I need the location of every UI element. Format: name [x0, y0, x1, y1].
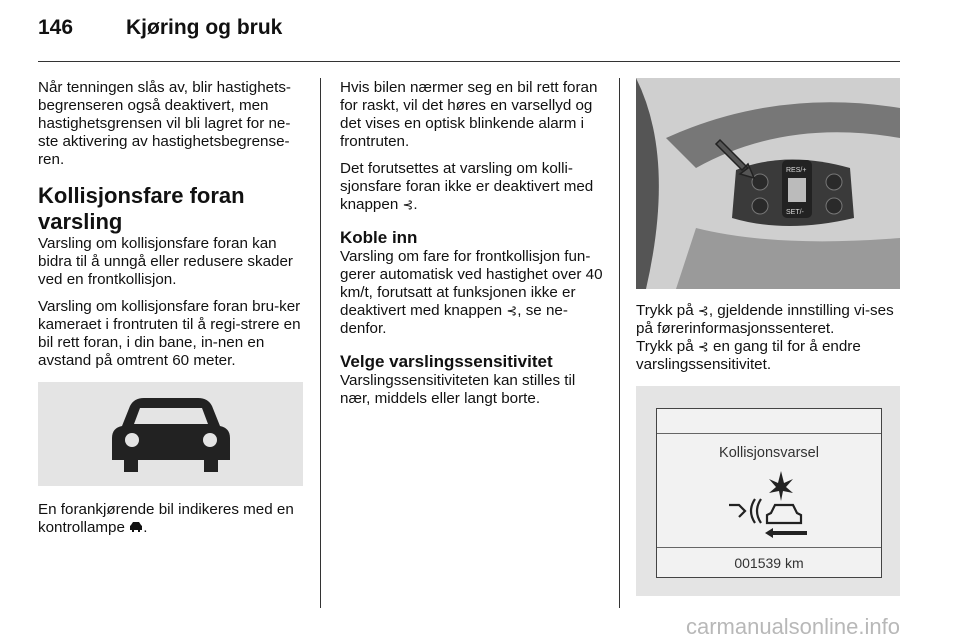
- car-front-icon: [38, 382, 303, 486]
- odometer-reading: 001539 km: [734, 555, 804, 571]
- collision-alert-icon: [657, 465, 881, 545]
- paragraph-4: Det forutsettes at varsling om kolli-sjonsfare foran ikke er deaktivert med knappen ⊰.: [340, 160, 594, 213]
- column-divider-1: [320, 78, 321, 608]
- paragraph-3: Hvis bilen nærmer seg en bil rett foran for raskt, vil det høres en varsellyd og det vises en optisk blinkende alarm i frontruten.: [340, 79, 598, 150]
- paragraph-6: Varslingssensitiviteten kan stilles til nær, middels eller langt borte.: [340, 372, 576, 407]
- car-lamp-caption: En forankjørende bil indikeres med en kontrollampe .: [38, 501, 294, 536]
- paragraph-5: Varsling om fare for frontkollisjon fun-gerer automatisk ved hastighet over 40 km/t, forutsatt at funksjonen ikke er deaktivert med knappen ⊰, se ne-denfor.: [340, 248, 603, 337]
- paragraph-8: Trykk på ⊰ en gang til for å endre varslingssensitivitet.: [636, 338, 861, 373]
- page-title: Kjøring og bruk: [126, 16, 283, 39]
- heading-sensitivity: Velge varslingssensitivitet: [340, 352, 553, 371]
- column-divider-2: [619, 78, 620, 608]
- display-title: Kollisjonsvarsel: [719, 445, 819, 461]
- watermark: carmanualsonline.info: [685, 614, 900, 639]
- info-display-panel: [656, 408, 882, 578]
- car-front-icon: [129, 521, 143, 533]
- paragraph-1: Varsling om kollisjonsfare foran kan bidra til å unngå eller redusere skader ved en frontkollisjon.: [38, 235, 293, 288]
- column-3: [636, 302, 900, 383]
- column-1: [38, 79, 304, 379]
- page-number: 146: [38, 16, 74, 39]
- intro-paragraph: Når tenningen slås av, blir hastighets-begrenseren også deaktivert, men hastighetsgrensen vil bli lagret for ne-ste aktivering av hastighetsbegrense-ren.: [38, 79, 291, 168]
- driver-info-display-figure: [636, 386, 900, 596]
- column-2: [340, 79, 604, 417]
- header-rule: [38, 61, 900, 62]
- collision-alert-icon: ⊰: [697, 303, 709, 318]
- set-label: SET/-: [786, 209, 804, 216]
- collision-alert-icon: ⊰: [697, 339, 709, 354]
- heading-activate: Koble inn: [340, 228, 418, 247]
- paragraph-7: Trykk på ⊰, gjeldende innstilling vi-ses på førerinformasjonssenteret.: [636, 302, 894, 337]
- section-heading: Kollisjonsfare foran varsling: [38, 183, 245, 234]
- paragraph-2: Varsling om kollisjonsfare foran bru-ker kameraet i frontruten til å regi-strere en bil rett foran, i din bane, in-nen en avstand på omtrent 60 meter.: [38, 298, 301, 369]
- collision-alert-icon: ⊰: [402, 197, 414, 212]
- collision-alert-icon: ⊰: [506, 303, 518, 318]
- res-label: RES/+: [786, 167, 807, 174]
- car-lamp-figure: [38, 382, 303, 486]
- steering-wheel-photo: [636, 78, 900, 289]
- page-header: [38, 16, 282, 40]
